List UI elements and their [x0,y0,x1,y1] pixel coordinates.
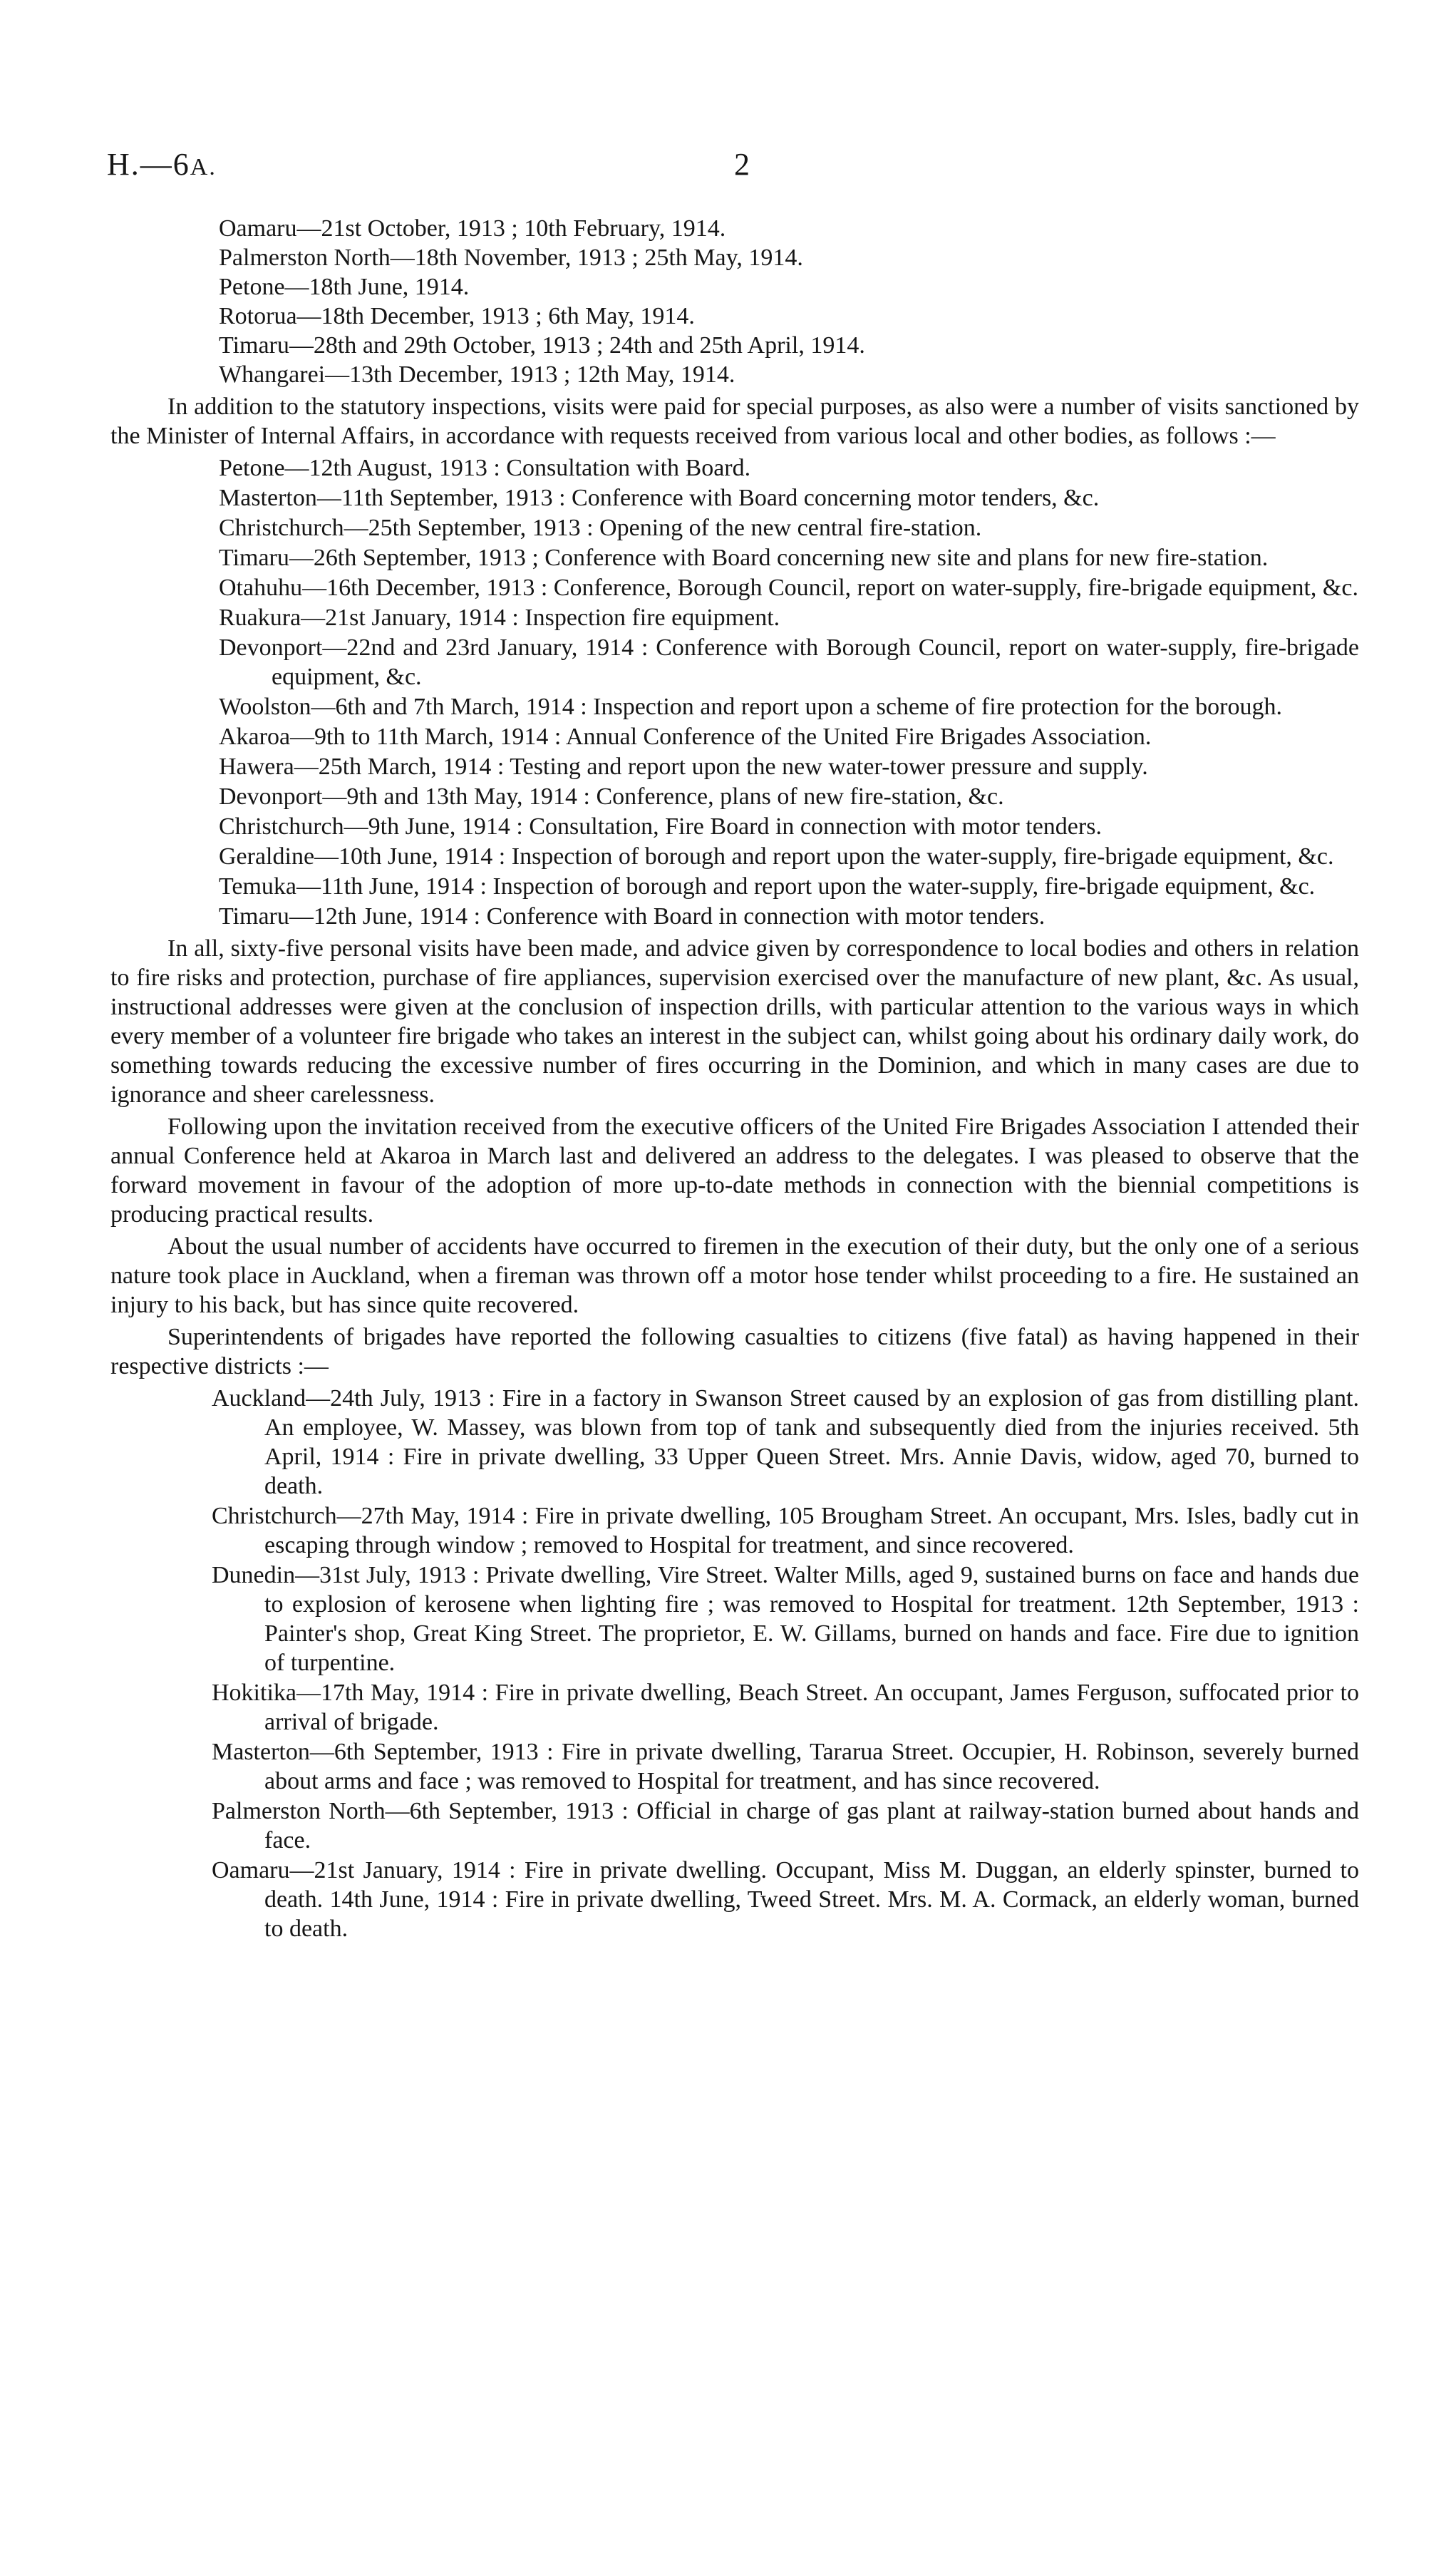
list-item: Dunedin—31st July, 1913 : Private dwelling, Vire Street. Walter Mills, aged 9, sustained burns on face and hands due to explosion of kerosene when lighting fire ; was removed to Hospital for treatment. 12th September, 1913 : Painter's shop, Great King Street. The proprietor, E. W. Gillams, burned on hands and face. Fire due to ignition of turpentine. [212,1562,1359,1676]
list-item: Akaroa—9th to 11th March, 1914 : Annual Conference of the United Fire Brigades Association. [219,724,1152,750]
list-item: Ruakura—21st January, 1914 : Inspection fire equipment. [219,605,780,631]
list-item: Palmerston North—6th September, 1913 : Official in charge of gas plant at railway-station burned about hands and face. [212,1798,1359,1854]
list-item: Timaru—26th September, 1913 ; Conference with Board concerning new site and plans for new fire-station. [219,545,1269,571]
list-item: Palmerston North—18th November, 1913 ; 25th May, 1914. [219,245,803,271]
list-item: Timaru—12th June, 1914 : Conference with Board in connection with motor tenders. [219,903,1045,930]
list-item: Whangarei—13th December, 1913 ; 12th May, 1914. [219,361,735,388]
list-item: Auckland—24th July, 1913 : Fire in a factory in Swanson Street caused by an explosion of gas from distilling plant. An employee, W. Massey, was blown from top of tank and subsequently died from the injuries received. 5th April, 1914 : Fire in private dwelling, 33 Upper Queen Street. Mrs. Annie Davis, widow, aged 70, burned to death. [212,1385,1359,1499]
list-item: Masterton—11th September, 1913 : Conference with Board concerning motor tenders, &c. [219,485,1100,511]
list-item: Otahuhu—16th December, 1913 : Conference, Borough Council, report on water-supply, fire-brigade equipment, &c. [219,575,1358,601]
document-body [110,214,1359,1944]
list-item: Oamaru—21st October, 1913 ; 10th February, 1914. [219,215,726,242]
list-item: Hokitika—17th May, 1914 : Fire in private dwelling, Beach Street. An occupant, James Ferguson, suffocated prior to arrival of brigade. [212,1680,1359,1735]
paragraph-conference: Following upon the invitation received from the executive officers of the United Fire Brigades Association I attended their annual Conference held at Akaroa in March last and delivered an address to the delegates. I was pleased to observe that the forward movement in favour of the adoption of more up-to-date methods in connection with the biennial competitions is producing practical results. [110,1114,1359,1228]
list-item: Petone—18th June, 1914. [219,274,470,300]
page-number: 2 [734,147,750,182]
list-item: Christchurch—9th June, 1914 : Consultation, Fire Board in connection with motor tenders. [219,813,1102,840]
list-item: Masterton—6th September, 1913 : Fire in private dwelling, Tararua Street. Occupier, H. Robinson, severely burned about arms and face ; was removed to Hospital for treatment, and has since recovered. [212,1739,1359,1794]
list-item: Geraldine—10th June, 1914 : Inspection of borough and report upon the water-supply, fire-brigade equipment, &c. [219,843,1334,870]
list-item: Rotorua—18th December, 1913 ; 6th May, 1914. [219,303,695,329]
casualties-list [110,1384,1359,1943]
list-item: Petone—12th August, 1913 : Consultation with Board. [219,455,751,481]
paragraph-special-visits: In addition to the statutory inspections, visits were paid for special purposes, as also were a number of visits sanctioned by the Minister of Internal Affairs, in accordance with requests received from various local and other bodies, as follows :— [110,394,1359,449]
statutory-visits-list [110,214,1359,389]
paragraph-casualties-intro: Superintendents of brigades have reported the following casualties to citizens (five fatal) as having happened in their respective districts :— [110,1324,1359,1379]
list-item: Timaru—28th and 29th October, 1913 ; 24th and 25th April, 1914. [219,332,865,359]
list-item: Devonport—9th and 13th May, 1914 : Conference, plans of new fire-station, &c. [219,783,1004,810]
list-item: Hawera—25th March, 1914 : Testing and report upon the new water-tower pressure and supply. [219,754,1148,780]
paragraph-accidents: About the usual number of accidents have occurred to firemen in the execution of their duty, but the only one of a serious nature took place in Auckland, when a fireman was thrown off a motor hose tender whilst proceeding to a fire. He sustained an injury to his back, but has since quite recovered. [110,1233,1359,1318]
list-item: Temuka—11th June, 1914 : Inspection of borough and report upon the water-supply, fire-brigade equipment, &c. [219,873,1316,900]
list-item: Christchurch—25th September, 1913 : Opening of the new central fire-station. [219,515,982,541]
special-visits-list [110,453,1359,931]
list-item: Woolston—6th and 7th March, 1914 : Inspection and report upon a scheme of fire protection for the borough. [219,694,1282,720]
list-item: Christchurch—27th May, 1914 : Fire in private dwelling, 105 Brougham Street. An occupant, Mrs. Isles, badly cut in escaping through window ; removed to Hospital for treatment, and since recovered. [212,1503,1359,1558]
report-reference: H.—6A. [107,147,217,182]
list-item: Devonport—22nd and 23rd January, 1914 : Conference with Borough Council, report on water-supply, fire-brigade equipment, &c. [219,634,1359,690]
page-header [107,146,1349,189]
paragraph-visits-total: In all, sixty-five personal visits have been made, and advice given by correspondence to local bodies and others in relation to fire risks and protection, purchase of fire appliances, supervision exercised over the manufacture of new plant, &c. As usual, instructional addresses were given at the conclusion of inspection drills, with particular attention to the various ways in which every member of a volunteer fire brigade who takes an interest in the subject can, whilst going about his ordinary daily work, do something towards reducing the excessive number of fires occurring in the Dominion, and which in many cases are due to ignorance and sheer carelessness. [110,935,1359,1108]
list-item: Oamaru—21st January, 1914 : Fire in private dwelling. Occupant, Miss M. Duggan, an elderly spinster, burned to death. 14th June, 1914 : Fire in private dwelling, Tweed Street. Mrs. M. A. Cormack, an elderly woman, burned to death. [212,1857,1359,1942]
